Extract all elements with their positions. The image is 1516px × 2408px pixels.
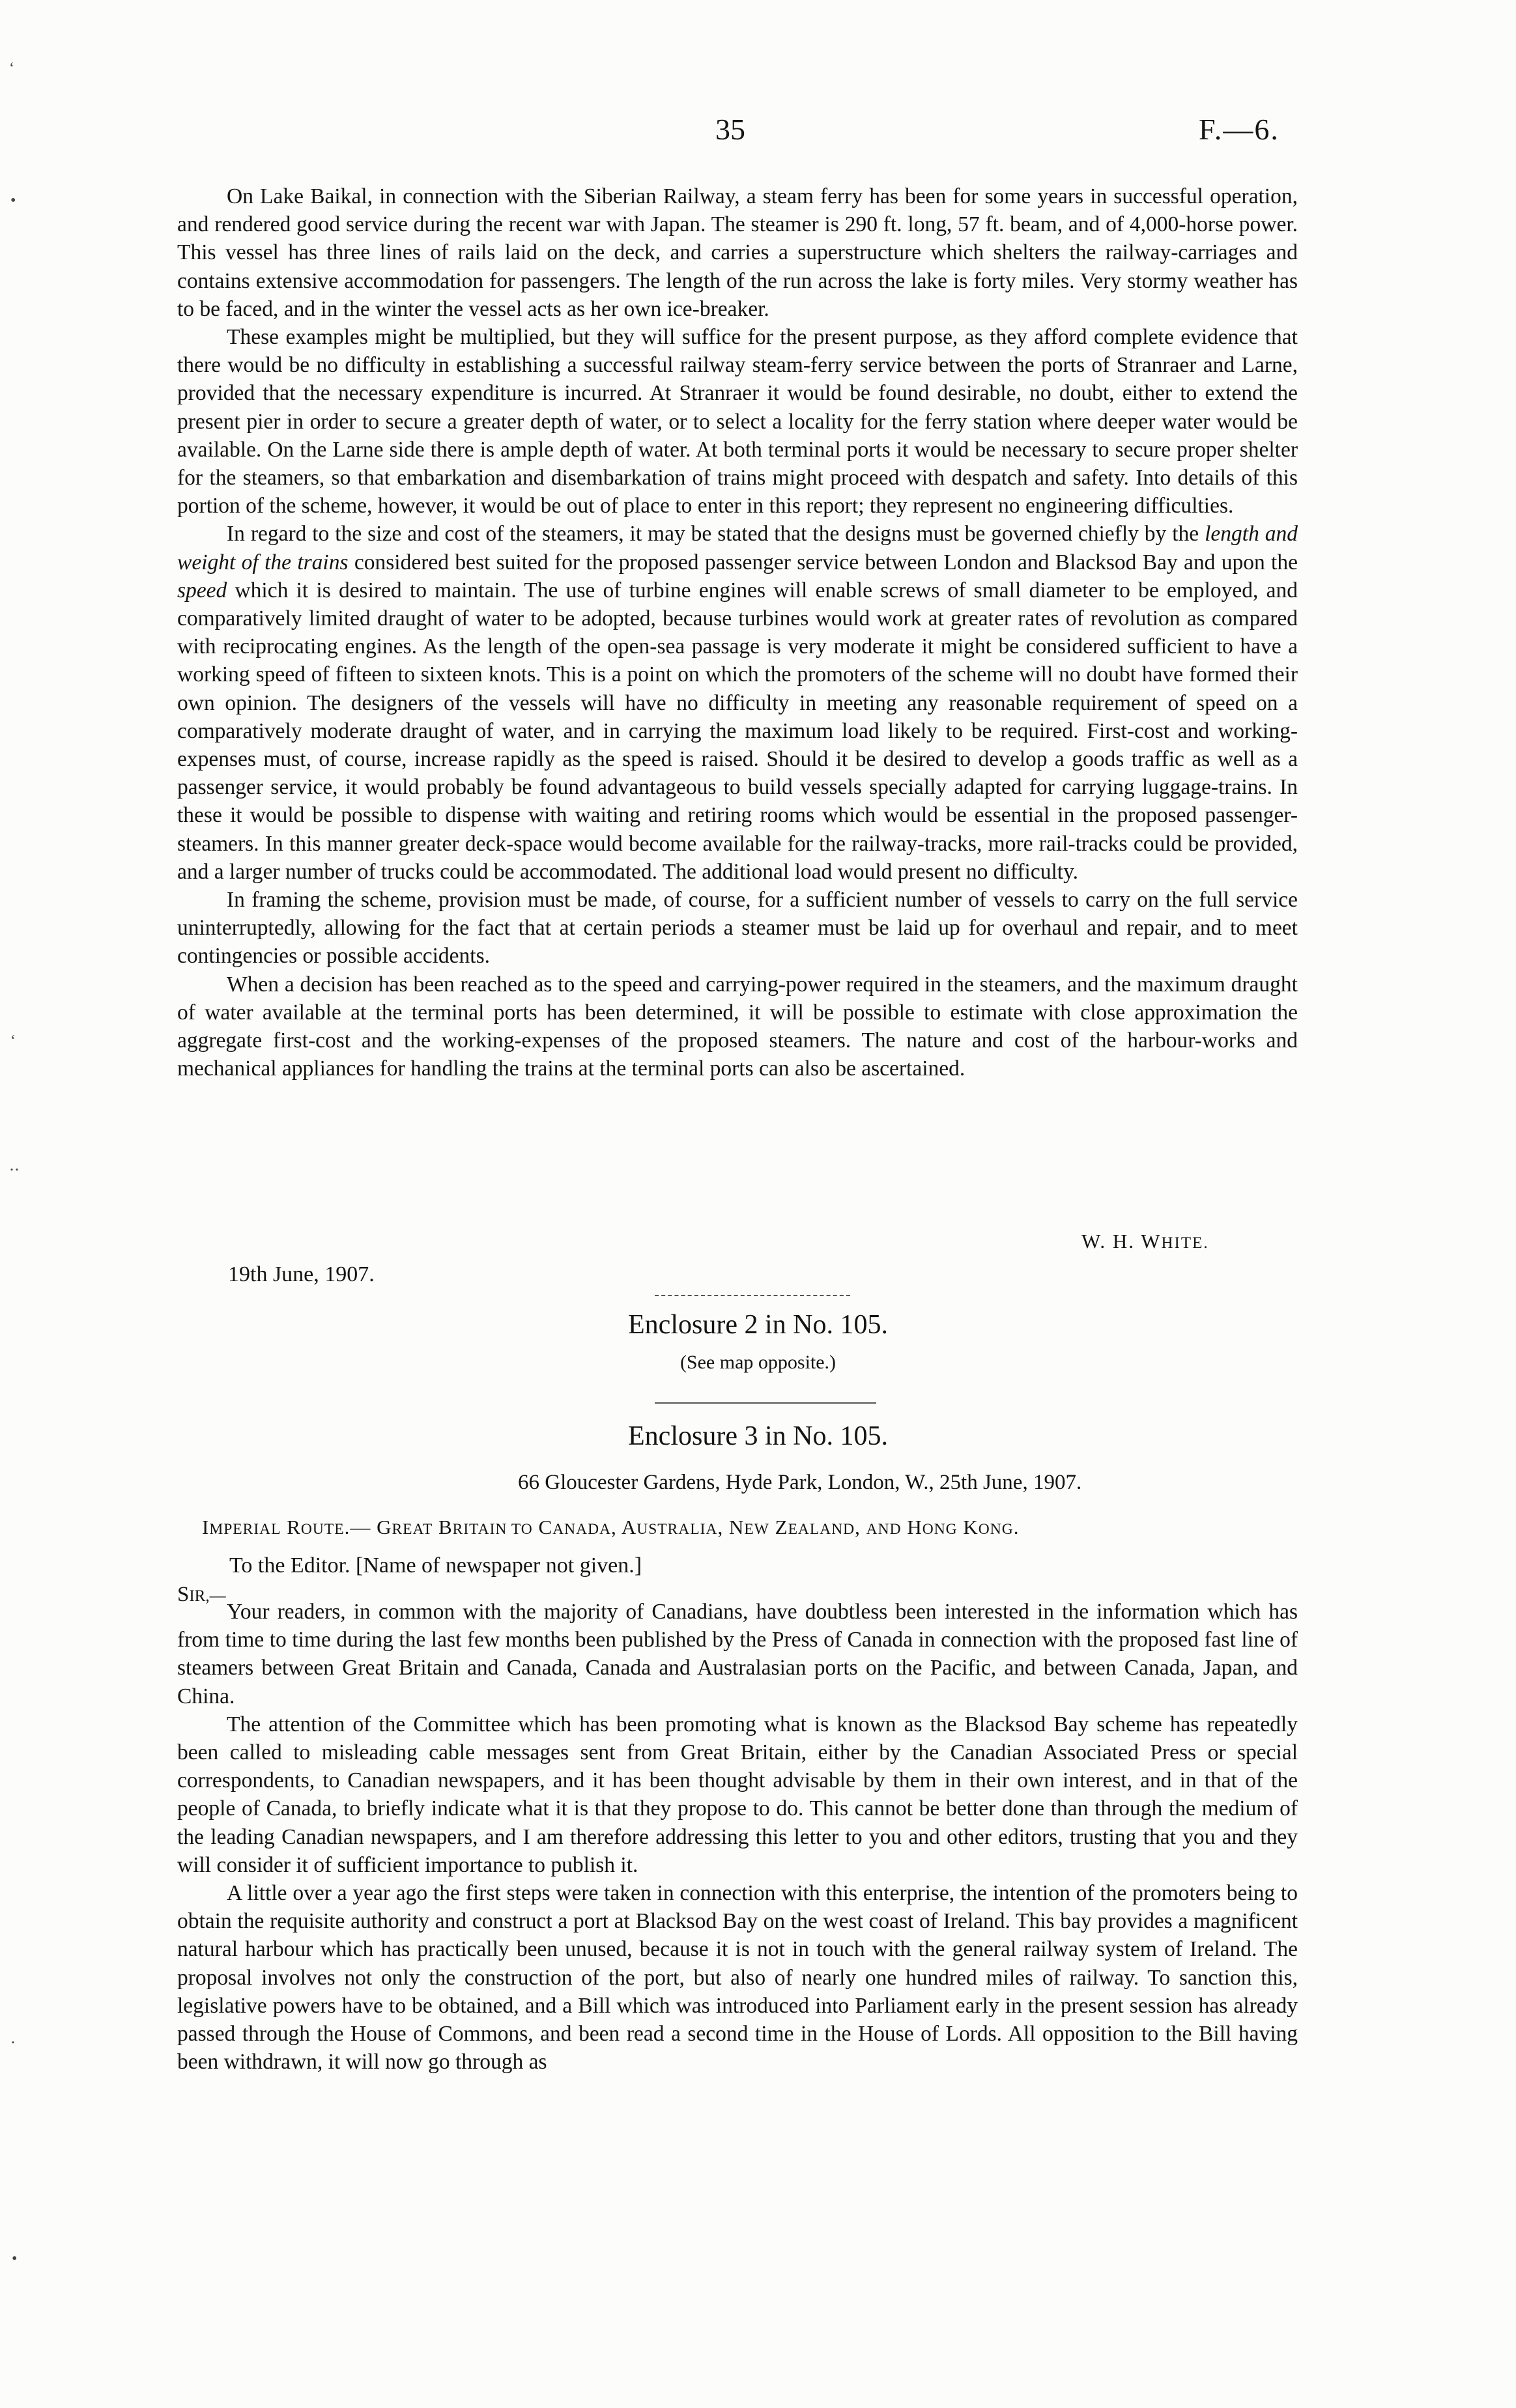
route-capital: G [377,1516,392,1538]
signature-initials: W. H. W [1081,1230,1162,1253]
signature-rest: HITE. [1161,1234,1209,1252]
route-punctuation: . [1013,1516,1020,1538]
route-capital: Z [775,1516,788,1538]
route-small-caps: USTRALIA [636,1521,718,1538]
route-word [287,1516,344,1538]
route-word [775,1516,855,1538]
enclosure-2-heading: Enclosure 2 in No. 105. [628,1310,888,1340]
text-run: In regard to the size and cost of the steamers, it may be stated that the designs must be governed chiefly by the [227,522,1205,546]
letter-recipient: To the Editor. [Name of newspaper not given.] [229,1553,642,1578]
paragraph-framing-scheme: In framing the scheme, provision must be made, of course, for a sufficient number of vessels to carry on the full service uninterruptedly, allowing for the fact that at certain periods a steamer must be laid up for overhaul and repair, and to meet contingencies or possible accidents. [177,888,1298,969]
margin-mark: ‥ [9,1157,20,1174]
report-body [177,182,1298,1083]
enclosure-3-heading: Enclosure 3 in No. 105. [628,1421,888,1451]
route-word [438,1516,533,1538]
route-capital: B [438,1516,453,1538]
section-divider [655,1295,850,1296]
letter-address: 66 Gloucester Gardens, Hyde Park, London, W., 25th June, 1907. [518,1471,1082,1494]
paragraph-first-steps: A little over a year ago the first steps were taken in connection with this enterprise, the intention of the promoters being to obtain the requisite authority and construct a port at Blacksod Bay on the west coast of Ireland. This bay provides a magnificent natural harbour which has practically been unused, because it is not in touch with the general railway system of Ireland. The proposal involves not only the construction of the port, but also of nearly one hundred miles of railway. To sanction this, legislative powers have to be obtained, and a Bill which was introduced into Parliament early in the present session has already passed through the House of Commons, and been read a second time in the House of Lords. All opposition to the Bill having been withdrawn, it will now go through as [177,1881,1298,2075]
route-word [539,1516,612,1538]
document-reference: F.—6. [1199,113,1280,146]
letter-body [177,1598,1298,2076]
signature [1081,1230,1209,1253]
route-punctuation: , [855,1516,861,1538]
route-word [907,1516,957,1538]
route-capital: R [287,1516,301,1538]
route-capital: C [538,1516,553,1538]
text-run: which it is desired to maintain. The use of turbine engines will enable screws of small diameter to be employed, and comparatively limited draught of water to be adopted, because turbines would work at greater rates of revolution as compared with reciprocating engines. As the length of the open-sea passage is very moderate it might be considered sufficient to have a working speed of fifteen to sixteen knots. This is a point on which the promoters of the scheme will no doubt have formed their own opinion. The designers of the vessels will have no difficulty in meeting any reasonable requirement of speed on a comparatively moderate draught of water, and in carrying the maximum load likely to be required. First-cost and working-expenses must, of course, increase rapidly as the speed is raised. Should it be desired to develop a goods traffic as well as a passenger service, it would probably be found advantageous to build vessels specially adapted for carrying luggage-trains. In these it would be possible to dispense with waiting and retiring rooms which would be essential in the proposed passenger-steamers. In this manner greater deck-space would become available for the railway-tracks, more rail-tracks could be provided, and a larger number of trucks could be accommodated. The additional load would present no difficulty. [177,578,1298,884]
margin-mark: ‘ [9,60,14,77]
route-small-caps: ONG [978,1521,1014,1538]
route-small-caps: OUTE [300,1521,345,1538]
route-word [729,1516,769,1538]
italic-phrase: length and weight of the trains [177,522,1298,574]
route-small-caps: ANADA [552,1521,612,1538]
margin-mark: • [10,192,16,209]
paragraph-examples: These examples might be multiplied, but they will suffice for the present purpose, as they afford complete evidence that there would be no difficulty in establishing a successful railway steam-ferry service between the ports of Stranraer and Larne, provided that the necessary expenditure is incurred. At Stranraer it would be found desirable, no doubt, either to extend the present pier in order to secure a greater depth of water, or to select a locality for the ferry station where deeper water would be available. On the Larne side there is ample depth of water. At both terminal ports it would be necessary to secure proper shelter for the steamers, so that embarkation and disembarkation of trains might proceed with despatch and safety. Into details of this portion of the scheme, however, it would be out of place to enter in this report; they represent no engineering difficulties. [177,325,1298,518]
route-punctuation: , [717,1516,724,1538]
route-capital: I [202,1516,210,1538]
margin-mark: • [12,2250,18,2267]
paragraph-committee: The attention of the Committee which has been promoting what is known as the Blacksod Bay scheme has repeatedly been called to misleading cable messages sent from Great Britain, either by the Canadian Associated Press or special correspondents, to Canadian newspapers, and it has been thought advisable by them in their own interest, and in that of the people of Canada, to briefly indicate what it is that they propose to do. This cannot be better done than through the medium of the leading Canadian newspapers, and I am therefore addressing this letter to you and other editors, trusting that you and they will consider it of sufficient importance to publish it. [177,1712,1298,1877]
route-capital: A [621,1516,637,1538]
route-word [202,1516,281,1538]
route-small-caps: RITAIN TO [452,1521,533,1538]
route-small-caps: ONG [922,1521,958,1538]
page-number: 35 [715,113,745,146]
route-word [866,1516,902,1538]
route-word [377,1516,433,1538]
section-divider [655,1402,876,1404]
route-capital: K [963,1516,979,1538]
route-capital: N [728,1516,745,1538]
margin-mark: ․ [10,2030,16,2047]
report-date: 19th June, 1907. [228,1262,375,1286]
route-small-caps: EALAND [788,1521,855,1538]
route-heading [202,1516,1019,1539]
margin-mark: ‘ [10,1032,16,1049]
route-small-caps: REAT [392,1521,433,1538]
route-capital: H [907,1516,922,1538]
route-punctuation: .— [344,1516,371,1538]
route-small-caps: EW [744,1521,769,1538]
paragraph-lake-baikal: On Lake Baikal, in connection with the Siberian Railway, a steam ferry has been for some years in successful operation, and rendered good service during the recent war with Japan. The steamer is 290 ft. long, 57 ft. beam, and of 4,000-horse power. This vessel has three lines of rails laid on the deck, and carries a superstructure which shelters the railway-carriages and contains extensive accommodation for passengers. The length of the run across the lake is forty miles. Very stormy weather has to be faced, and in the winter the vessel acts as her own ice-breaker. [177,184,1298,321]
route-punctuation: , [611,1516,617,1538]
salutation-cap: S [177,1583,190,1606]
route-word [622,1516,718,1538]
italic-phrase: speed [177,578,227,602]
enclosure-2-note: (See map opposite.) [679,1352,837,1373]
salutation-rest: IR,— [189,1587,226,1605]
route-small-caps: AND [866,1521,902,1538]
route-small-caps: MPERIAL [209,1521,281,1538]
paragraph-size-and-cost [177,520,1298,886]
text-run: considered best suited for the proposed passenger service between London and Blacksod Bay and upon the [348,550,1298,574]
paragraph-decision: When a decision has been reached as to the speed and carrying-power required in the steamers, and the maximum draught of water available at the terminal ports has been determined, it will be possible to estimate with close approximation the aggregate first-cost and the working-expenses of the proposed steamers. The nature and cost of the harbour-works and mechanical appliances for handling the trains at the terminal ports can also be ascertained. [177,972,1298,1081]
paragraph-readers: Your readers, in common with the majority of Canadians, have doubtless been interested in the information which has from time to time during the last few months been published by the Press of Canada in connection with the proposed fast line of steamers between Great Britain and Canada, Canada and Australasian ports on the Pacific, and between Canada, Japan, and China. [177,1600,1298,1708]
route-word [963,1516,1013,1538]
